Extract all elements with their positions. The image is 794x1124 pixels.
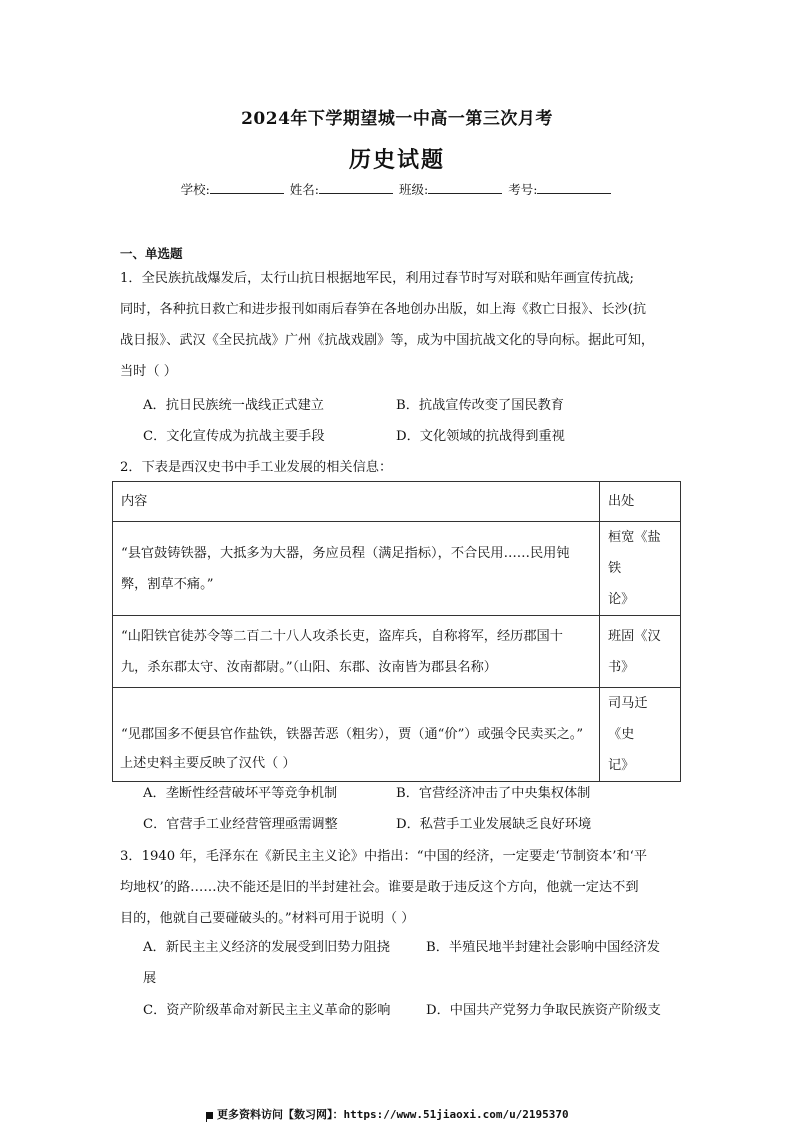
name-blank (319, 181, 393, 194)
question-3-option-c: C．资产阶级革命对新民主主义革命的影响 (143, 1003, 391, 1018)
question-3-stem (120, 841, 680, 934)
question-3-line: 3．1940 年，毛泽东在《新民主主义论》中指出：“中国的经济，一定要走‘节制资本’和‘平 (120, 849, 648, 864)
question-3-option-b: B．半殖民地半封建社会影响中国经济发 (426, 940, 660, 955)
table-cell-source (600, 688, 681, 782)
table-header-source: 出处 (600, 482, 681, 522)
student-info-line (0, 180, 794, 198)
question-1-stem (120, 263, 680, 387)
exam-number-label: 考号: (508, 182, 538, 197)
question-1-option-a: A．抗日民族统一战线正式建立 (143, 398, 324, 413)
school-blank (210, 181, 284, 194)
question-1-option-d: D．文化领域的抗战得到重视 (396, 429, 565, 444)
cell-line: “县官鼓铸铁器，大抵多为大器，务应员程（满足指标），不合民用……民用钝 (121, 545, 570, 561)
cell-line: “见郡国多不便县官作盐铁，铁器苦恶（粗劣），贾（通“价”）或强令民卖买之。” (121, 727, 584, 742)
source-table (112, 481, 681, 782)
table-cell-content (113, 522, 600, 616)
flag-icon (206, 1112, 213, 1119)
exam-title: 2024年下学期望城一中高一第三次月考 (241, 109, 553, 129)
cell-line: 九，杀东郡太守、汝南都尉。”（山阳、东郡、汝南皆为郡县名称） (121, 659, 497, 675)
question-2-stem: 上述史料主要反映了汉代（ ） (120, 756, 296, 771)
question-3-line: 均地权’的路……决不能还是旧的半封建社会。谁要是敢于违反这个方向，他就一定达不到 (120, 880, 639, 895)
question-1-option-c: C．文化宣传成为抗战主要手段 (143, 429, 325, 444)
footer-text[interactable]: 更多资料访问【数习网】：https://www.51jiaoxi.com/u/2195370 (217, 1108, 569, 1121)
question-3-line: 目的，他就自己要碰破头的。”材料可用于说明（ ） (120, 911, 415, 926)
question-2-option-b: B．官营经济冲击了中央集权体制 (396, 786, 591, 801)
question-3-option-d: D．中国共产党努力争取民族资产阶级支 (426, 1003, 661, 1018)
question-2-option-a: A．垄断性经营破坏平等竞争机制 (143, 786, 338, 801)
exam-number-blank (537, 181, 611, 194)
table-row (113, 616, 681, 688)
class-blank (428, 181, 502, 194)
footer-link[interactable] (206, 1106, 569, 1122)
cell-line: 桓宽《盐铁 (608, 530, 661, 576)
table-cell-source (600, 522, 681, 616)
cell-line: 记》 (608, 758, 635, 773)
table-header-content: 内容 (113, 482, 600, 522)
cell-line: 弊，割草不痛。” (121, 576, 214, 592)
cell-line: 书》 (608, 659, 635, 675)
table-cell-source (600, 616, 681, 688)
question-2-option-d: D．私营手工业发展缺乏良好环境 (396, 817, 592, 832)
class-label: 班级: (398, 182, 429, 197)
cell-line: 班固《汉 (608, 628, 661, 644)
name-label: 姓名: (289, 182, 319, 197)
subject-title: 历史试题 (348, 147, 445, 173)
section-heading: 一、单选题 (120, 246, 183, 261)
cell-line: “山阳铁官徒苏令等二百二十八人攻杀长吏，盗库兵，自称将军，经历郡国十 (121, 628, 563, 644)
cell-line: 论》 (608, 592, 635, 607)
question-3-option-b-continued: 展 (143, 971, 157, 986)
question-1-line: 同时，各种抗日救亡和进步报刊如雨后春笋在各地创办出版，如上海《救亡日报》、长沙(抗 (120, 302, 647, 317)
question-1-line: 当时（ ） (120, 364, 177, 379)
table-cell-content (113, 616, 600, 688)
cell-line: 司马迁《史 (608, 696, 648, 742)
question-2-option-c: C．官营手工业经营管理亟需调整 (143, 817, 338, 832)
question-1-line: 1．全民族抗战爆发后，太行山抗日根据地军民，利用过春节时写对联和贴年画宣传抗战; (120, 271, 634, 286)
table-header-row (113, 482, 681, 522)
question-2-intro: 2．下表是西汉史书中手工业发展的相关信息： (120, 460, 393, 475)
question-3-option-a: A．新民主主义经济的发展受到旧势力阻挠 (143, 940, 390, 955)
table-row (113, 522, 681, 616)
question-1-line: 战日报》、武汉《全民抗战》广州《抗战戏剧》等，成为中国抗战文化的导向标。据此可知， (120, 333, 655, 348)
question-1-option-b: B．抗战宣传改变了国民教育 (396, 398, 564, 413)
school-label: 学校: (180, 182, 210, 197)
